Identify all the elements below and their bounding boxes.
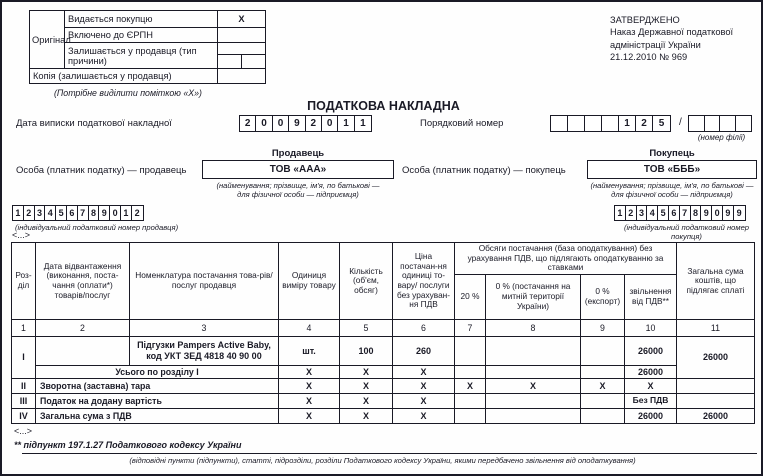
row3-label: Податок на додану вартість bbox=[36, 394, 279, 409]
footnote-rule bbox=[22, 453, 757, 454]
seller-name-field: ТОВ «ААА» bbox=[202, 160, 394, 179]
col-header-20pct: 20 % bbox=[455, 274, 486, 319]
seller-name-caption bbox=[202, 181, 394, 199]
col-header-vat-exempt: звільнення від ПДВ** bbox=[625, 274, 677, 319]
digit-cell: 0 bbox=[256, 116, 272, 131]
row2-col8: Х bbox=[486, 379, 581, 394]
table-row-total-section-1 bbox=[12, 365, 755, 378]
included-erpn-label: Включено до ЄРПН bbox=[65, 28, 218, 43]
table-row-section-1 bbox=[12, 336, 755, 365]
row2-total bbox=[677, 379, 755, 394]
digit-cell: 1 bbox=[338, 116, 354, 131]
total1-col6: Х bbox=[393, 365, 455, 378]
col-header-volumes-group: Обсяги постачання (база оподаткування) без урахування ПДВ, що підлягають оподаткуванню за ставками bbox=[455, 243, 677, 275]
digit-cell bbox=[585, 116, 602, 131]
digit-cell: 9 bbox=[723, 206, 734, 220]
digit-cell bbox=[602, 116, 619, 131]
col-header-price: Ціна постачан-ня одиниці то-вару/ послуги без урахуван-ня ПДВ bbox=[393, 243, 455, 320]
row4-vat-exempt: 26000 bbox=[625, 409, 677, 424]
buyer-tax-caption: (індивідуальний податковий номер покупця) bbox=[623, 223, 750, 242]
row1-col8 bbox=[486, 336, 581, 365]
copy-label: Копія (залишається у продавця) bbox=[30, 69, 218, 84]
digit-cell: 2 bbox=[626, 206, 637, 220]
row2-col6: Х bbox=[393, 379, 455, 394]
row3-col9 bbox=[581, 394, 625, 409]
digit-cell: 0 bbox=[322, 116, 338, 131]
page-title: ПОДАТКОВА НАКЛАДНА bbox=[307, 99, 460, 113]
seller-name-caption-line1: (найменування; прізвище, ім'я, по батькові — bbox=[216, 181, 380, 190]
col-num-8: 8 bbox=[486, 319, 581, 336]
original-group-label: Оригінал bbox=[30, 11, 65, 69]
branch-caption: (номер філії) bbox=[697, 133, 746, 142]
digit-cell: 2 bbox=[24, 206, 35, 220]
invoice-table bbox=[11, 242, 755, 424]
row1-unit: шт. bbox=[279, 336, 340, 365]
row1-vat-exempt: 26000 bbox=[625, 336, 677, 365]
row4-col8 bbox=[486, 409, 581, 424]
buyer-name-field: ТОВ «БББ» bbox=[587, 160, 757, 179]
row3-total bbox=[677, 394, 755, 409]
digit-cell: 0 bbox=[712, 206, 723, 220]
total1-col7 bbox=[455, 365, 486, 378]
date-label: Дата виписки податкової накладної bbox=[16, 118, 172, 129]
digit-cell: 9 bbox=[736, 208, 742, 218]
row3-col7 bbox=[455, 394, 486, 409]
col-header-date: Дата відвантаження (виконання, поста-чання (оплати*) товарів/послуг bbox=[36, 243, 130, 320]
digit-cell: 7 bbox=[680, 206, 691, 220]
row1-col9 bbox=[581, 336, 625, 365]
buyer-name-caption-line1: (найменування; прізвище, ім'я, по батькові — bbox=[590, 181, 754, 190]
total1-col5: Х bbox=[340, 365, 393, 378]
seller-tax-caption: (індивідуальний податковий номер продавця) bbox=[15, 223, 179, 232]
digit-cell: 6 bbox=[669, 206, 680, 220]
digit-cell: 1 bbox=[13, 206, 24, 220]
col-header-unit: Одиниця виміру товару bbox=[279, 243, 340, 320]
mark-hint: (Потрібне виділити поміткою «Х») bbox=[54, 88, 202, 98]
seller-tax-number-cells bbox=[12, 205, 144, 221]
branch-cells bbox=[688, 115, 752, 132]
col-num-2: 2 bbox=[36, 319, 130, 336]
digit-cell: 1 bbox=[615, 206, 626, 220]
col-header-0pct-export: 0 % (експорт) bbox=[581, 274, 625, 319]
footnote-caption: (відповідні пункти (підпункти), статті, підрозділи, розділи Податкового кодексу України, якими передбачено звільнення від оподаткування) bbox=[129, 456, 636, 465]
buyer-label: Особа (платник податку) — покупець bbox=[402, 165, 566, 176]
digit-cell: 3 bbox=[637, 206, 648, 220]
kept-by-seller-mark bbox=[218, 43, 265, 55]
row1-date bbox=[36, 336, 130, 365]
reason-type-cells bbox=[218, 43, 266, 69]
row1-nomenclature-line2: код УКТ ЗЕД 4818 40 90 00 bbox=[146, 350, 262, 361]
row1-quantity: 100 bbox=[340, 336, 393, 365]
row2-col10: Х bbox=[625, 379, 677, 394]
buyer-tax-number-cells bbox=[614, 205, 746, 221]
row3-col6: Х bbox=[393, 394, 455, 409]
digit-cell bbox=[736, 116, 752, 131]
date-cells bbox=[239, 115, 372, 132]
row4-total: 26000 bbox=[677, 409, 755, 424]
row2-section: II bbox=[12, 379, 36, 394]
table-row-section-2 bbox=[12, 379, 755, 394]
digit-cell: 8 bbox=[691, 206, 702, 220]
row4-col5: Х bbox=[340, 409, 393, 424]
table-row-section-4 bbox=[12, 409, 755, 424]
digit-cell: 1 bbox=[619, 116, 636, 131]
row3-section: III bbox=[12, 394, 36, 409]
digit-cell: 7 bbox=[78, 206, 89, 220]
serial-label: Порядковий номер bbox=[420, 118, 504, 129]
digit-cell: 2 bbox=[636, 116, 653, 131]
digit-cell bbox=[689, 116, 705, 131]
digit-cell: 4 bbox=[45, 206, 56, 220]
approved-line-2: Наказ Державної податкової bbox=[610, 27, 734, 38]
digit-cell: 1 bbox=[121, 206, 132, 220]
col-num-11: 11 bbox=[677, 319, 755, 336]
seller-name-caption-line2: для фізичної особи — підприємця) bbox=[237, 190, 359, 200]
digit-cell: 1 bbox=[360, 118, 366, 129]
original-copy-block bbox=[29, 10, 266, 84]
serial-cells bbox=[550, 115, 671, 132]
seller-label: Особа (платник податку) — продавець bbox=[16, 165, 187, 176]
total1-vat-exempt: 26000 bbox=[625, 365, 677, 378]
col-num-6: 6 bbox=[393, 319, 455, 336]
approved-block bbox=[610, 14, 733, 64]
row3-vat-exempt: Без ПДВ bbox=[625, 394, 677, 409]
total1-col8 bbox=[486, 365, 581, 378]
row1-col7 bbox=[455, 336, 486, 365]
row1-nomenclature bbox=[130, 336, 279, 365]
digit-cell: 2 bbox=[134, 208, 140, 218]
row4-col4: Х bbox=[279, 409, 340, 424]
col-num-7: 7 bbox=[455, 319, 486, 336]
digit-cell: 8 bbox=[89, 206, 100, 220]
digit-cell bbox=[568, 116, 585, 131]
approved-line-1: ЗАТВЕРДЖЕНО bbox=[610, 15, 680, 25]
row3-col4: Х bbox=[279, 394, 340, 409]
col-num-5: 5 bbox=[340, 319, 393, 336]
total1-col9 bbox=[581, 365, 625, 378]
total1-col4: Х bbox=[279, 365, 340, 378]
row3-col8 bbox=[486, 394, 581, 409]
row2-col7: Х bbox=[455, 379, 486, 394]
serial-separator: / bbox=[679, 117, 682, 128]
issued-to-buyer-mark: Х bbox=[218, 11, 266, 28]
row4-label: Загальна сума з ПДВ bbox=[36, 409, 279, 424]
col-num-4: 4 bbox=[279, 319, 340, 336]
issued-to-buyer-label: Видається покупцю bbox=[65, 11, 218, 28]
digit-cell: 0 bbox=[273, 116, 289, 131]
digit-cell: 2 bbox=[306, 116, 322, 131]
row1-total: 26000 bbox=[677, 336, 755, 378]
kept-by-seller-label: Залишається у продавця (тип причини) bbox=[65, 43, 218, 69]
buyer-name-caption bbox=[576, 181, 763, 199]
seller-section-title: Продавець bbox=[271, 148, 325, 159]
footnote-reference: ** підпункт 197.1.27 Податкового кодексу України bbox=[14, 440, 242, 450]
approved-line-4: 21.12.2010 № 969 bbox=[610, 52, 688, 63]
digit-cell: 0 bbox=[110, 206, 121, 220]
digit-cell bbox=[705, 116, 721, 131]
col-num-10: 10 bbox=[625, 319, 677, 336]
row3-col5: Х bbox=[340, 394, 393, 409]
row2-col5: Х bbox=[340, 379, 393, 394]
digit-cell bbox=[720, 116, 736, 131]
col-header-section: Роз-діл bbox=[12, 243, 36, 320]
digit-cell: 5 bbox=[658, 118, 665, 129]
col-num-1: 1 bbox=[12, 319, 36, 336]
digit-cell: 9 bbox=[99, 206, 110, 220]
ellipsis-bottom: <...> bbox=[14, 426, 33, 436]
reason-digit-2 bbox=[242, 55, 265, 68]
digit-cell: 6 bbox=[67, 206, 78, 220]
digit-cell bbox=[551, 116, 568, 131]
digit-cell: 3 bbox=[35, 206, 46, 220]
row4-col7 bbox=[455, 409, 486, 424]
col-num-9: 9 bbox=[581, 319, 625, 336]
col-header-nomenclature: Номенклатура постачання това-рів/послуг продавця bbox=[130, 243, 279, 320]
digit-cell: 2 bbox=[240, 116, 256, 131]
column-number-row bbox=[12, 319, 755, 336]
reason-type-code-cells bbox=[218, 55, 265, 68]
digit-cell: 9 bbox=[701, 206, 712, 220]
approved-line-3: адміністрації України bbox=[610, 39, 701, 50]
row4-col9 bbox=[581, 409, 625, 424]
reason-digit-1 bbox=[218, 55, 242, 68]
row2-col9: Х bbox=[581, 379, 625, 394]
row2-label: Зворотна (заставна) тара bbox=[36, 379, 279, 394]
row4-col6: Х bbox=[393, 409, 455, 424]
row1-section: I bbox=[12, 336, 36, 378]
col-header-0pct-domestic: 0 % (постачання на митній території України) bbox=[486, 274, 581, 319]
table-row-section-3 bbox=[12, 394, 755, 409]
buyer-name-caption-line2: для фізичної особи — підприємця) bbox=[611, 190, 733, 200]
row1-price: 260 bbox=[393, 336, 455, 365]
included-erpn-mark bbox=[218, 28, 266, 43]
row4-section: IV bbox=[12, 409, 36, 424]
row2-col4: Х bbox=[279, 379, 340, 394]
buyer-section-title: Покупець bbox=[649, 148, 695, 159]
digit-cell: 9 bbox=[289, 116, 305, 131]
total1-label: Усього по розділу I bbox=[36, 365, 279, 378]
digit-cell: 5 bbox=[658, 206, 669, 220]
copy-mark bbox=[218, 69, 266, 84]
digit-cell: 4 bbox=[647, 206, 658, 220]
row1-nomenclature-line1: Підгузки Pampers Active Baby, bbox=[137, 339, 271, 350]
col-header-quantity: Кількість (об'єм, обсяг) bbox=[340, 243, 393, 320]
digit-cell: 5 bbox=[56, 206, 67, 220]
col-header-total: Загальна сума коштів, що підлягає сплаті bbox=[677, 243, 755, 320]
col-num-3: 3 bbox=[130, 319, 279, 336]
ellipsis-top: <...> bbox=[12, 230, 31, 240]
